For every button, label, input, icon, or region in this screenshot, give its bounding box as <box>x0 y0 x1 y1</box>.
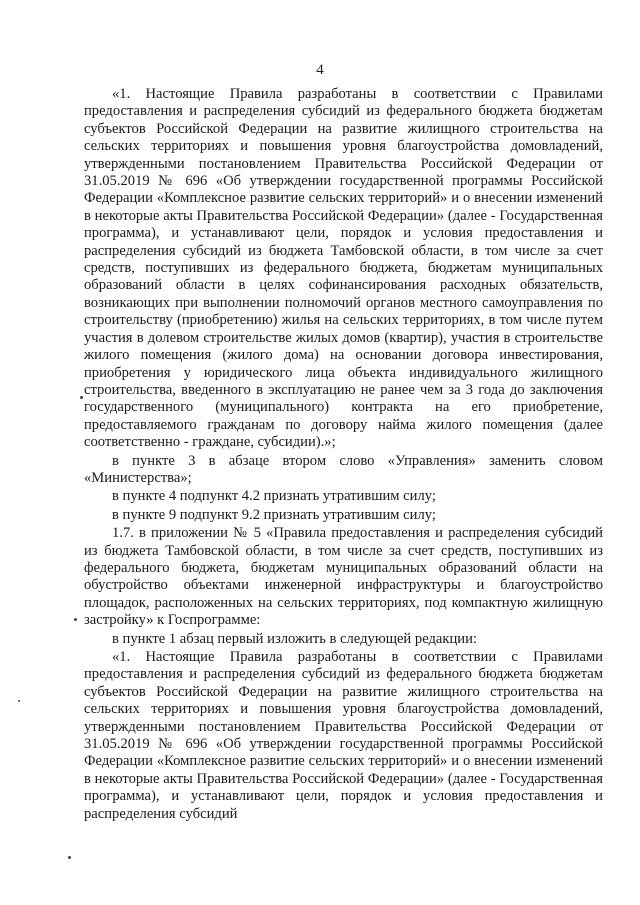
scan-dot <box>68 856 71 859</box>
paragraph-point-9: в пункте 9 подпункт 9.2 признать утратившим силу; <box>112 506 436 523</box>
scan-dot <box>80 396 83 399</box>
document-body <box>84 86 603 823</box>
page-number: 4 <box>316 62 324 78</box>
paragraph-point-1-intro: в пункте 1 абзац первый изложить в следующей редакции: <box>112 630 477 647</box>
paragraph-point-3: в пункте 3 в абзаце втором слово «Управления» заменить словом «Министерства»; <box>84 452 603 486</box>
paragraph-rules-1-housing: «1. Настоящие Правила разработаны в соответствии с Правилами предоставления и распределения субсидий из федерального бюджета бюджетам субъектов Российской Федерации на развитие жилищного строительства на сельских территориях и повышения уровня благоустройства домовладений, утвержденными постановлением Правительства Российской Федерации от 31.05.2019 № 696 «Об утверждении государственной программы Российской Федерации «Комплексное развитие сельских территорий» и о внесении изменений в некоторые акты Правительства Российской Федерации» (далее - Государственная программа), и устанавливают цели, порядок и условия предоставления и распределения субсидий из бюджета Тамбовской области, в том числе за счет средств, поступивших из федерального бюджета, бюджетам муниципальных образований области в целях софинансирования расходных обязательств, возникающих при выполнении полномочий органов местного самоуправления по строительству (приобретению) жилья на сельских территориях, в том числе путем участия в долевом строительстве жилых домов (квартир), участия в строительстве жилого помещения (жилого дома) на основании договора инвестирования, приобретения у юридического лица объекта индивидуального жилищного строительства, введенного в эксплуатацию не ранее чем за 3 года до заключения государственного (муниципального) контракта на его приобретение, предоставляемого гражданам по договору найма жилого помещения (далее соответственно - граждане, субсидии).»; <box>84 86 603 451</box>
scan-dot <box>74 618 77 621</box>
paragraph-appendix-5: 1.7. в приложении № 5 «Правила предоставления и распределения субсидий из бюджета Тамбовской области, в том числе за счет средств, поступивших из федерального бюджета, бюджетам муниципальных образований области на обустройство объектами инженерной инфраструктуры и благоустройство площадок, расположенных на сельских территориях, под компактную жилищную застройку» к Госпрограмме: <box>84 525 603 629</box>
scan-dot <box>18 700 20 702</box>
paragraph-rules-1-infrastructure: «1. Настоящие Правила разработаны в соответствии с Правилами предоставления и распределения субсидий из федерального бюджета бюджетам субъектов Российской Федерации на развитие жилищного строительства на сельских территориях и повышения уровня благоустройства домовладений, утвержденными постановлением Правительства Российской Федерации от 31.05.2019 № 696 «Об утверждении государственной программы Российской Федерации «Комплексное развитие сельских территорий» и о внесении изменений в некоторые акты Правительства Российской Федерации» (далее - Государственная программа), и устанавливают цели, порядок и условия предоставления и распределения субсидий <box>84 649 603 822</box>
paragraph-point-4: в пункте 4 подпункт 4.2 признать утратившим силу; <box>112 488 436 505</box>
